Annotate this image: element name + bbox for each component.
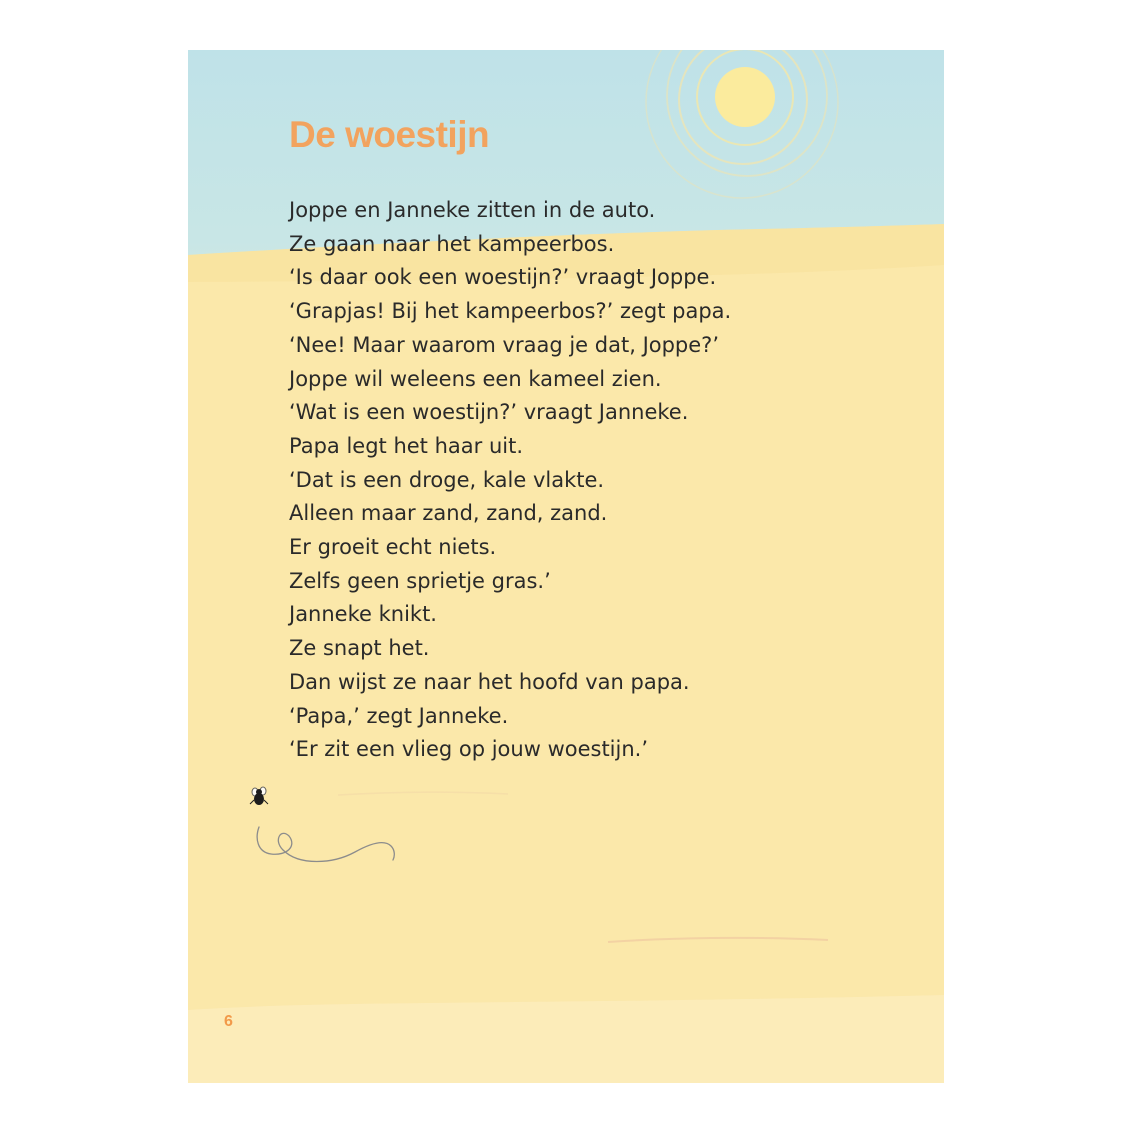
- story-line: ‘Is daar ook een woestijn?’ vraagt Joppe.: [289, 265, 717, 290]
- story-line: Dan wijst ze naar het hoofd van papa.: [289, 669, 690, 694]
- page-title: De woestijn: [289, 114, 490, 155]
- story-line: ‘Papa,’ zegt Janneke.: [289, 703, 509, 728]
- fly-illustration: [243, 780, 413, 880]
- story-line: ‘Wat is een woestijn?’ vraagt Janneke.: [289, 400, 689, 425]
- story-line: Alleen maar zand, zand, zand.: [289, 501, 608, 526]
- page-number: 6: [224, 1013, 233, 1030]
- story-line: Zelfs geen sprietje gras.’: [289, 568, 551, 593]
- story-line: ‘Grapjas! Bij het kampeerbos?’ zegt papa.: [289, 299, 732, 324]
- story-line: Ze snapt het.: [289, 636, 430, 661]
- story-line: ‘Er zit een vlieg op jouw woestijn.’: [289, 737, 649, 762]
- story-line: Papa legt het haar uit.: [289, 433, 524, 458]
- story-line: Er groeit echt niets.: [289, 535, 497, 560]
- story-text: [289, 194, 889, 767]
- story-line: Joppe wil weleens een kameel zien.: [289, 366, 662, 391]
- story-line: ‘Dat is een droge, kale vlakte.: [289, 467, 605, 492]
- story-line: ‘Nee! Maar waarom vraag je dat, Joppe?’: [289, 332, 720, 357]
- story-line: Joppe en Janneke zitten in de auto.: [289, 198, 656, 222]
- story-line: Janneke knikt.: [289, 602, 437, 627]
- book-page: [188, 50, 944, 1083]
- story-line: Ze gaan naar het kampeerbos.: [289, 231, 615, 256]
